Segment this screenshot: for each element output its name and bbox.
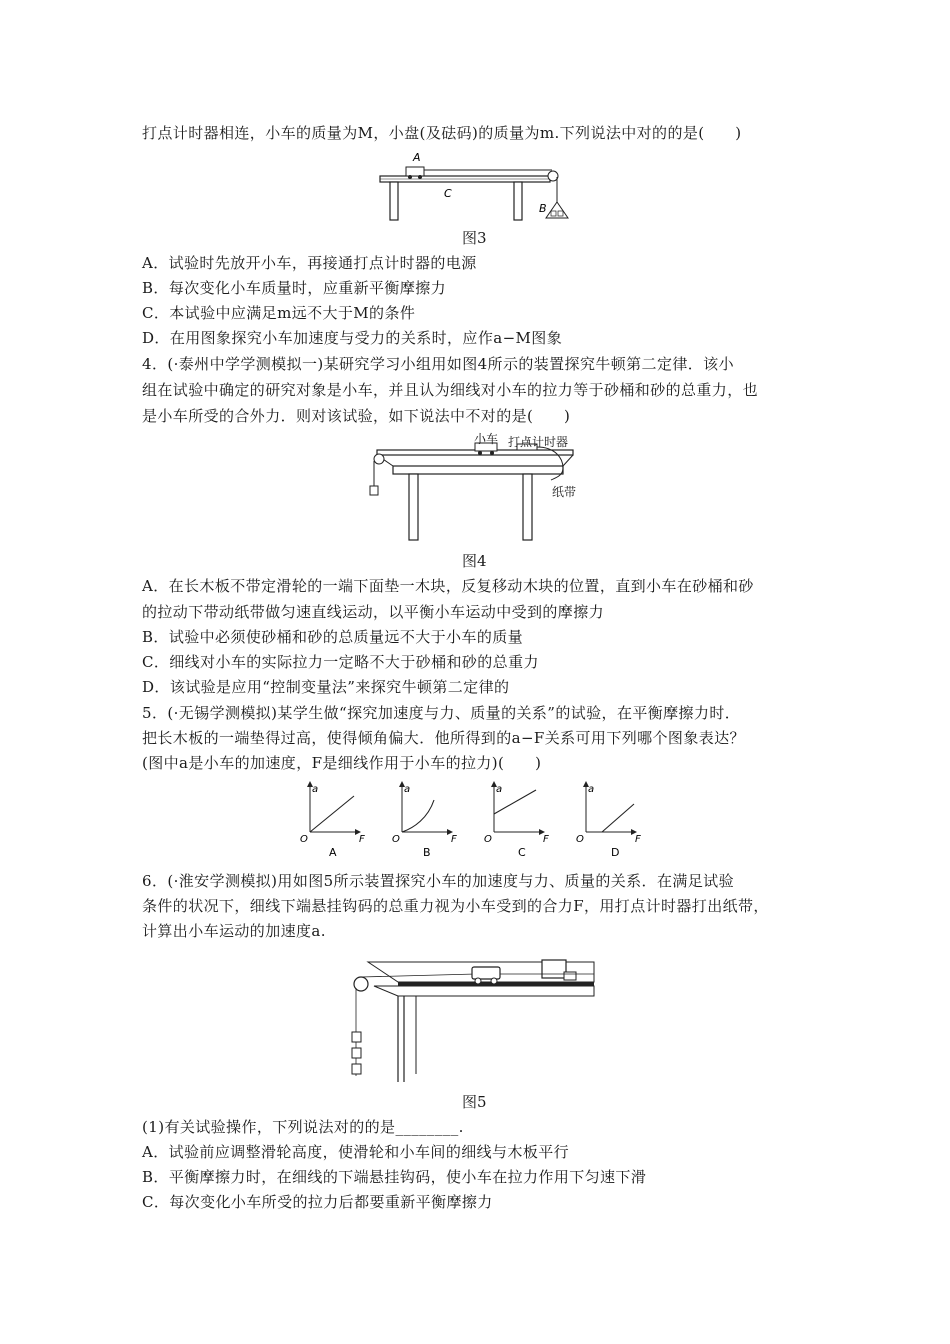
q4-stem-line-3: 是小车所受的合外力．则对该试验，如下说法中不对的是( ) bbox=[142, 407, 571, 425]
q6-option-a: A．试验前应调整滑轮高度，使滑轮和小车间的细线与木板平行 bbox=[142, 1143, 570, 1161]
graph-c-y: a bbox=[496, 784, 503, 795]
q4-option-c: C．细线对小车的实际拉力一定略不大于砂桶和砂的总重力 bbox=[142, 653, 539, 671]
graph-c-o: O bbox=[484, 834, 492, 845]
q3-option-a: A．试验时先放开小车，再接通打点计时器的电源 bbox=[142, 254, 477, 272]
q3-stem: 打点计时器相连，小车的质量为M，小盘(及砝码)的质量为m.下列说法中对的的是( ) bbox=[142, 124, 742, 142]
q4-option-a-cont: 的拉动下带动纸带做匀速直线运动，以平衡小车运动中受到的摩擦力 bbox=[142, 603, 605, 621]
q5-stem-line-1: 5．(·无锡学测模拟)某学生做“探究加速度与力、质量的关系”的试验，在平衡摩擦力时． bbox=[142, 704, 741, 722]
figure-5 bbox=[346, 952, 596, 1084]
graph-d-o: O bbox=[576, 834, 584, 845]
fig3-label-c: C bbox=[444, 187, 452, 200]
graph-b-o: O bbox=[392, 834, 400, 845]
q3-option-d: D．在用图象探究小车加速度与受力的关系时，应作a−M图象 bbox=[142, 329, 563, 347]
graph-b-label: B bbox=[423, 846, 431, 859]
q6-option-c: C．每次变化小车所受的拉力后都要重新平衡摩擦力 bbox=[142, 1193, 493, 1211]
graph-a-y: a bbox=[312, 784, 319, 795]
q6-option-b: B．平衡摩擦力时，在细线的下端悬挂钩码，使小车在拉力作用下匀速下滑 bbox=[142, 1168, 647, 1186]
graph-d bbox=[576, 781, 641, 859]
q3-option-c: C．本试验中应满足m远不大于M的条件 bbox=[142, 304, 416, 322]
fig3-label-a: A bbox=[413, 151, 421, 164]
graph-c-x: F bbox=[543, 834, 549, 845]
q4-option-b: B．试验中必须使砂桶和砂的总质量远不大于小车的质量 bbox=[142, 628, 524, 646]
figure-3 bbox=[376, 150, 576, 225]
q6-stem-line-3: 计算出小车运动的加速度a. bbox=[142, 922, 326, 940]
q5-graphs bbox=[290, 778, 660, 860]
graph-c bbox=[484, 781, 549, 859]
graph-a-label: A bbox=[329, 846, 337, 859]
graph-d-y: a bbox=[588, 784, 595, 795]
fig3-label-b: B bbox=[539, 202, 547, 215]
q4-stem-line-1: 4．(·泰州中学学测模拟一)某研究学习小组用如图4所示的装置探究牛顿第二定律．该小 bbox=[142, 355, 734, 373]
q6-stem-line-1: 6．(·淮安学测模拟)用如图5所示装置探究小车的加速度与力、质量的关系．在满足试验 bbox=[142, 872, 734, 890]
graph-a-o: O bbox=[300, 834, 308, 845]
fig4-tape-label: 纸带 bbox=[552, 485, 577, 499]
figure-4-caption: 图4 bbox=[462, 552, 487, 570]
q4-option-d: D．该试验是应用“控制变量法”来探究牛顿第二定律的 bbox=[142, 678, 510, 696]
figure-3-caption: 图3 bbox=[462, 229, 487, 247]
graph-b-x: F bbox=[451, 834, 457, 845]
graph-a-x: F bbox=[359, 834, 365, 845]
q4-option-a: A．在长木板不带定滑轮的一端下面垫一木块，反复移动木块的位置，直到小车在砂桶和砂 bbox=[142, 577, 754, 595]
q6-stem-line-2: 条件的状况下，细线下端悬挂钩码的总重力视为小车受到的合力F，用打点计时器打出纸带， bbox=[142, 897, 769, 915]
graph-d-x: F bbox=[635, 834, 641, 845]
fig4-timer-label: 打点计时器 bbox=[508, 435, 569, 449]
graph-b-y: a bbox=[404, 784, 411, 795]
graph-c-label: C bbox=[518, 846, 526, 859]
q5-stem-line-3: (图中a是小车的加速度，F是细线作用于小车的拉力)( ) bbox=[142, 754, 542, 772]
q3-option-b: B．每次变化小车质量时，应重新平衡摩擦力 bbox=[142, 279, 447, 297]
graph-a bbox=[300, 781, 365, 859]
q4-stem-line-2: 组在试验中确定的研究对象是小车，并且认为细线对小车的拉力等于砂桶和砂的总重力，也 bbox=[142, 381, 759, 399]
q6-sub1: (1)有关试验操作，下列说法对的的是________. bbox=[142, 1118, 464, 1136]
figure-5-caption: 图5 bbox=[462, 1093, 487, 1111]
q5-stem-line-2: 把长木板的一端垫得过高，使得倾角偏大．他所得到的a−F关系可用下列哪个图象表达？ bbox=[142, 729, 745, 747]
fig4-cart-label: 小车 bbox=[474, 432, 499, 446]
graph-d-label: D bbox=[611, 846, 620, 859]
graph-b bbox=[392, 781, 457, 859]
